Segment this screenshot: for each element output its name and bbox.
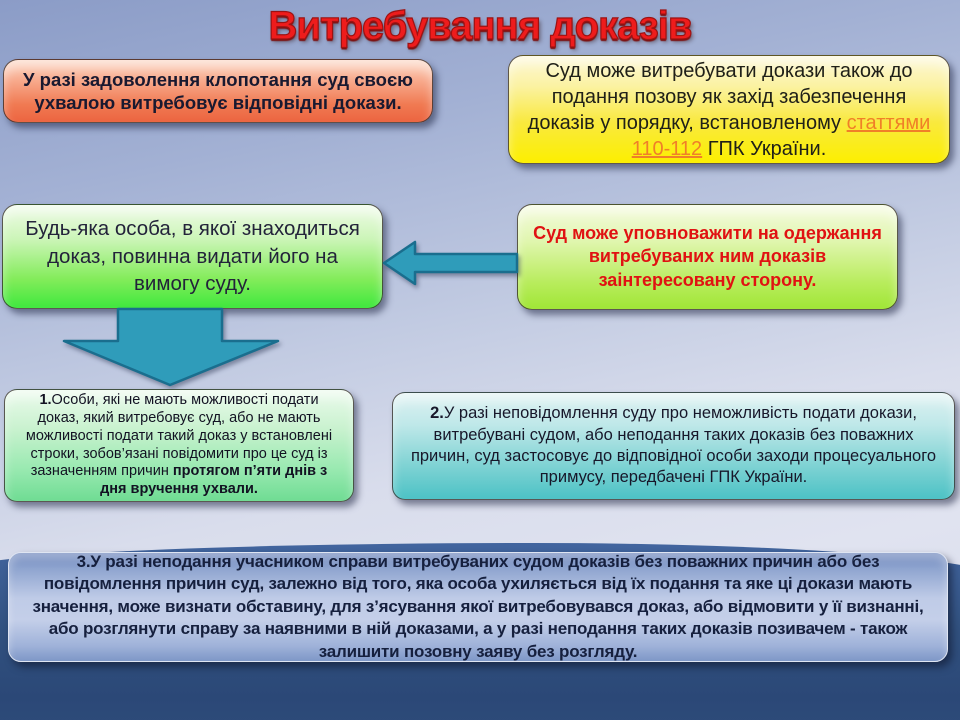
rule-2-text [407,403,940,489]
rule-1-bold-tail: протягом п’яти днів з дня вручення ухвали. [100,463,328,497]
authorize-party-box [517,204,898,310]
rule-3-body: У разі неподання учасником справи витребуваних судом доказів без поважних причин або без повідомлення причин суд, залежно від того, яка особа ухиляється від їх подання та яке ці докази мають значення, може визнати обставину, для з’ясування якої витребовувався доказ, або відмовити у її визнанні, або розглянути справу за наявними в ній доказами, а у разі неподання таких доказів позивачем - також залишити позовну заяву без розгляду. [32,551,924,661]
articles-110-112-link[interactable]: статтями 110-112 [631,111,931,160]
securing-evidence-box [508,55,950,164]
left-arrow-icon [381,237,519,289]
rule-3-number: 3. [76,551,91,571]
rule-1-text [19,392,339,498]
any-person-box [2,204,383,309]
authorize-party-text: Суд може уповноважити на одержання витребуваних ним доказів заінтересовану сторону. [533,222,882,290]
any-person-text: Будь-яка особа, в якої знаходиться доказ, повинна видати його на вимогу суду. [25,216,360,296]
slide-title: Витребування доказів [268,4,692,48]
rule-2-box [392,392,955,500]
down-arrow-icon [62,307,280,387]
rule-1-number: 1. [39,392,52,409]
rule-1-box [4,389,354,502]
rule-2-body: У разі неповідомлення суду про неможливість подати докази, витребувані судом, або неподання таких доказів без поважних причин, суд застосовує до відповідної особи заходи процесуального примусу, передбачені ГПК України. [410,404,937,487]
motion-granted-box [3,59,433,123]
rule-2-number: 2. [430,404,444,423]
rule-3-text [23,551,933,663]
securing-text-pre: Суд може витребувати докази також до подання позову як захід забезпечення доказів у порядку, встановленому [527,59,913,134]
motion-granted-text: У разі задоволення клопотання суд своєю ухвалою витребовує відповідні докази. [23,68,413,113]
securing-evidence-text [523,58,935,162]
rule-1-body: Особи, які не мають можливості подати доказ, який витребовує суд, або не мають можливості подати такий доказ у встановлені строки, зобов’язані повідомити про це суд із зазначенням причин [25,392,333,480]
securing-text-post: ГПК України. [702,137,827,160]
rule-3-box [8,552,948,662]
